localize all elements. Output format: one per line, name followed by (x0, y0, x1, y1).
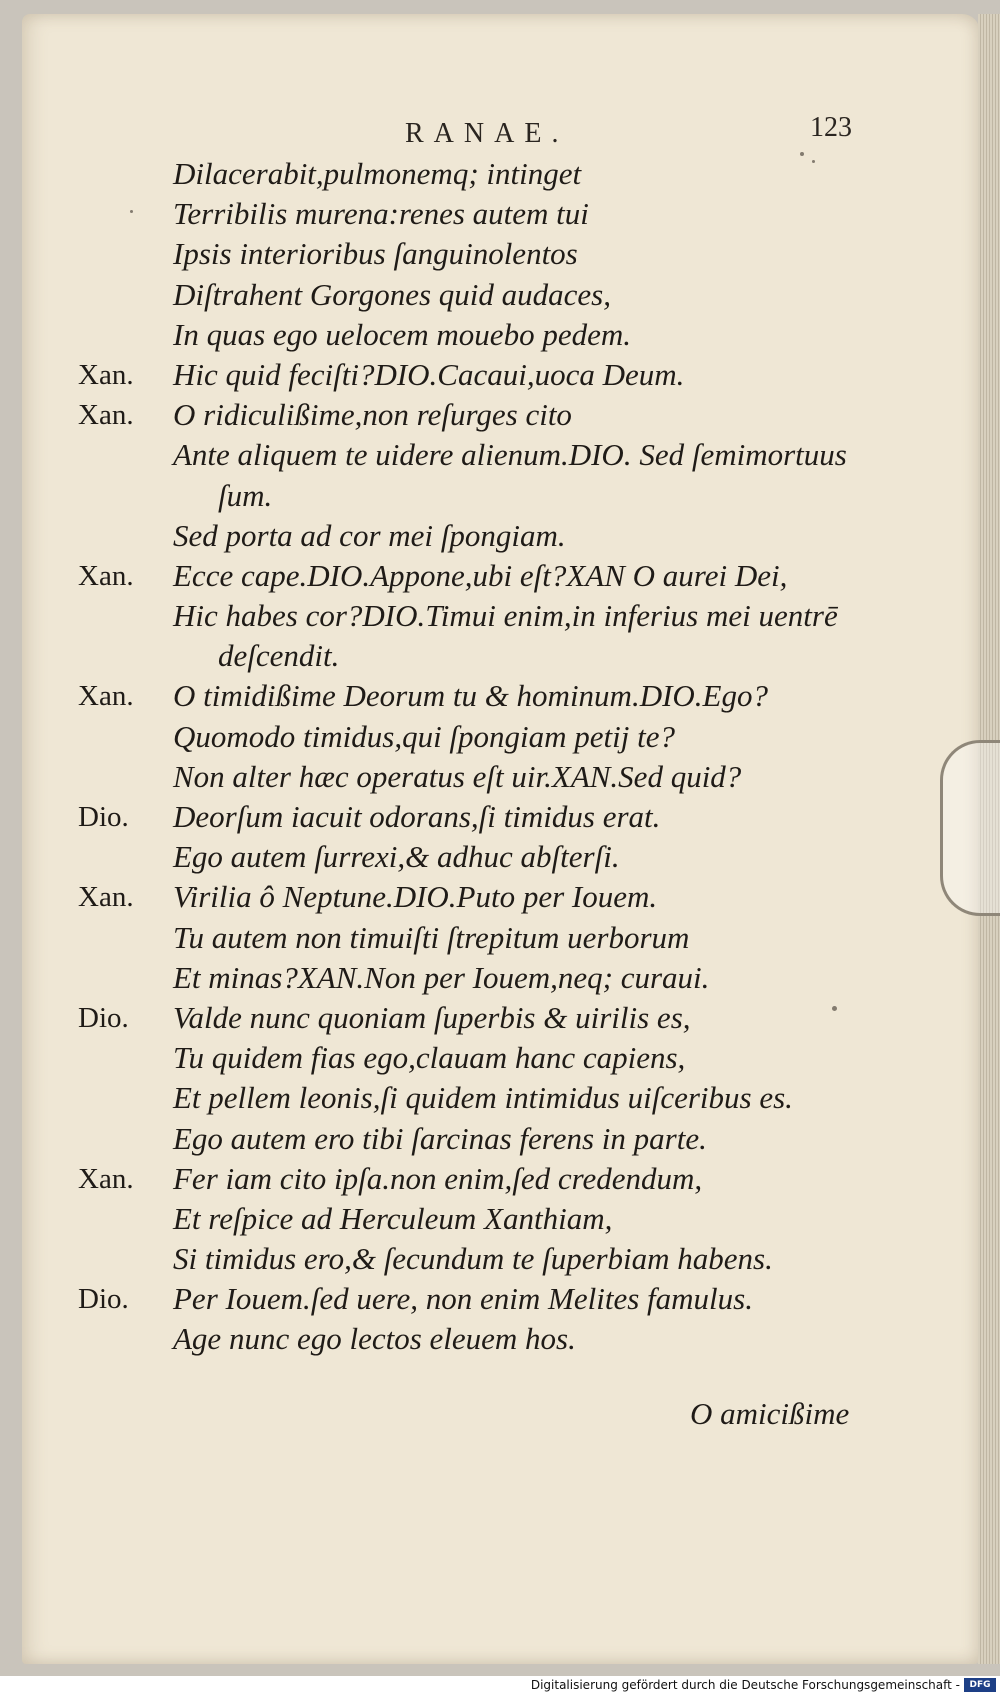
verse-line (78, 918, 898, 958)
verse-text: Sed porta ad cor mei ſpongiam. (173, 517, 566, 553)
page-clip (940, 740, 1000, 916)
ink-speck (800, 152, 804, 156)
verse-text: deſcendit. (218, 638, 340, 674)
verse-text: Fer iam cito ipſa.non enim,ſed credendum, (173, 1160, 703, 1196)
text-block (78, 154, 898, 1360)
speaker-label: Xan. (78, 680, 134, 713)
verse-line (78, 877, 898, 917)
verse-text: Tu quidem fias ego,clauam hanc capiens, (173, 1040, 686, 1076)
verse-line (78, 1239, 898, 1279)
verse-text: Ecce cape.DIO.Appone,ubi eſt?XAN O aurei Dei, (173, 557, 788, 593)
verse-line (78, 757, 898, 797)
verse-text: Quomodo timidus,qui ſpongiam petij te? (173, 718, 676, 754)
verse-line (78, 315, 898, 355)
speaker-label: Dio. (78, 1001, 129, 1034)
speaker-label: Xan. (78, 881, 134, 914)
verse-text: ſum. (218, 477, 273, 513)
verse-text: In quas ego uelocem mouebo pedem. (173, 316, 631, 352)
verse-text: Dilacerabit,pulmonemq; intinget (173, 156, 582, 191)
verse-line (78, 1159, 898, 1199)
verse-text: Age nunc ego lectos eleuem hos. (173, 1321, 576, 1357)
verse-text: Si timidus ero,& ſecundum te ſuperbiam habens. (173, 1241, 773, 1277)
verse-text: O timidißime Deorum tu & hominum.DIO.Ego? (173, 678, 768, 714)
page-number: 123 (810, 112, 852, 143)
verse-line (78, 636, 898, 676)
verse-line (78, 275, 898, 315)
verse-text: Ipsis interioribus ſanguinolentos (173, 236, 578, 272)
verse-line (78, 1319, 898, 1359)
verse-text: Deorſum iacuit odorans,ſi timidus erat. (173, 799, 661, 834)
speaker-label: Xan. (78, 1162, 134, 1195)
speaker-label: Dio. (78, 801, 129, 833)
verse-text: Diſtrahent Gorgones quid audaces, (173, 276, 611, 312)
verse-text: Tu autem non timuiſti ſtrepitum uerborum (173, 919, 690, 955)
verse-line (78, 797, 898, 837)
dfg-logo: DFG (964, 1678, 996, 1692)
verse-line (78, 476, 898, 516)
verse-line (78, 1279, 898, 1319)
running-head: RANAE. (405, 118, 569, 149)
verse-line (78, 234, 898, 274)
verse-text: Et pellem leonis,ſi quidem intimidus uiſceribus es. (173, 1080, 793, 1116)
verse-text: Hic habes cor?DIO.Timui enim,in inferius mei uentrē (173, 598, 838, 634)
speaker-label: Xan. (78, 399, 134, 432)
verse-text: Terribilis murena:renes autem tui (173, 196, 589, 232)
verse-line (78, 355, 898, 395)
speaker-label: Xan. (78, 559, 134, 592)
footer-credit: Digitalisierung gefördert durch die Deutsche Forschungsgemeinschaft - (530, 1678, 960, 1692)
verse-line (78, 837, 898, 877)
verse-text: Virilia ô Neptune.DIO.Puto per Iouem. (173, 879, 658, 915)
verse-line (78, 435, 898, 475)
verse-text: Non alter hæc operatus eſt uir.XAN.Sed quid? (173, 758, 742, 794)
speaker-label: Dio. (78, 1283, 129, 1316)
verse-line (78, 676, 898, 716)
verse-text: Hic quid feciſti?DIO.Cacaui,uoca Deum. (173, 356, 685, 392)
verse-text: Per Iouem.ſed uere, non enim Melites famulus. (173, 1281, 753, 1317)
verse-line (78, 1199, 898, 1239)
verse-text: Ego autem ero tibi ſarcinas ferens in parte. (173, 1120, 707, 1156)
verse-line (78, 154, 898, 194)
ink-speck (130, 210, 133, 213)
catchword: O amicißime (690, 1396, 850, 1431)
verse-line (78, 958, 898, 998)
verse-line (78, 998, 898, 1038)
verse-text: O ridiculißime,non reſurges cito (173, 397, 572, 433)
verse-line (78, 556, 898, 596)
ink-speck (832, 1006, 837, 1011)
verse-text: Valde nunc quoniam ſuperbis & uirilis es, (173, 999, 691, 1035)
verse-line (78, 1119, 898, 1159)
verse-line (78, 194, 898, 234)
ink-speck (812, 160, 815, 163)
verse-text: Et reſpice ad Herculeum Xanthiam, (173, 1200, 613, 1236)
verse-text: Ego autem ſurrexi,& adhuc abſterſi. (173, 839, 620, 875)
verse-line (78, 1038, 898, 1078)
verse-line (78, 516, 898, 556)
verse-text: Ante aliquem te uidere alienum.DIO. Sed ſemimortuus (173, 437, 847, 473)
speaker-label: Xan. (78, 358, 134, 391)
verse-line (78, 395, 898, 435)
verse-line (78, 1078, 898, 1118)
verse-line (78, 596, 898, 636)
verse-line (78, 717, 898, 757)
verse-text: Et minas?XAN.Non per Iouem,neq; curaui. (173, 959, 710, 995)
